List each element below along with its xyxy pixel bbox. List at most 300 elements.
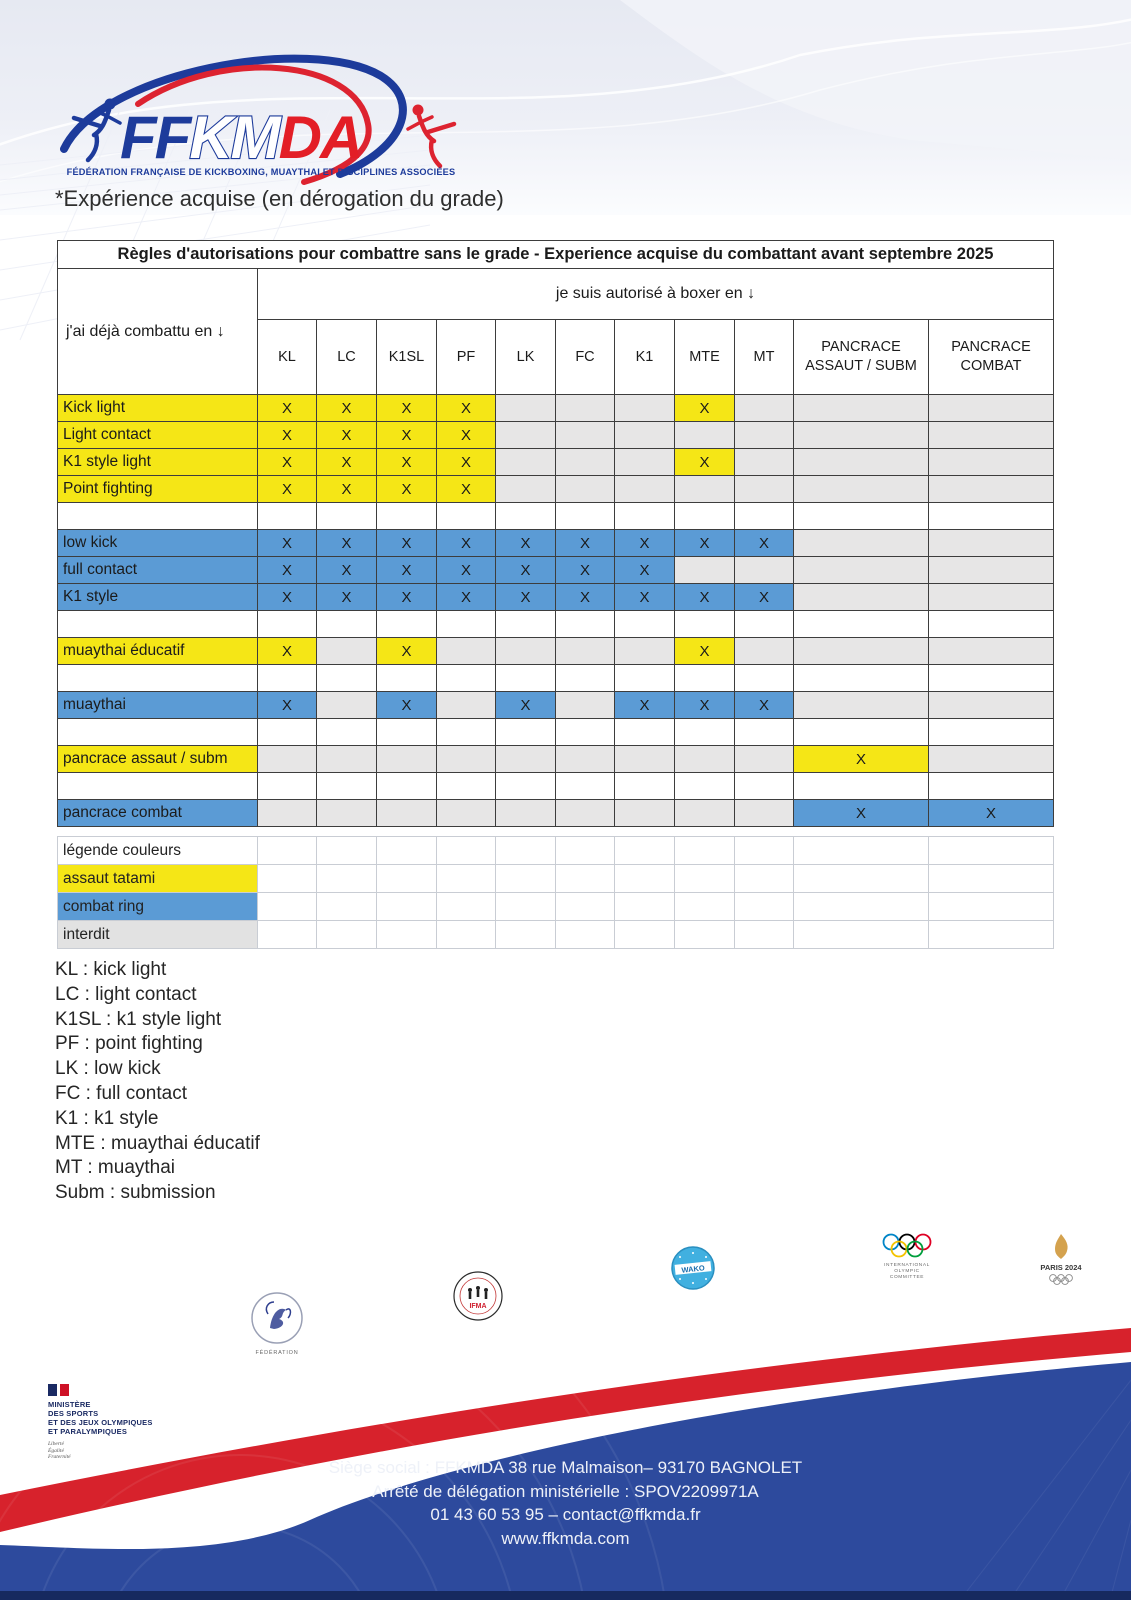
grid-cell [794,692,929,719]
legend-cell [735,837,794,865]
grid-cell: X [437,530,496,557]
grid-cell [317,611,377,638]
abbreviation-line: MT : muaythai [55,1157,176,1179]
grid-cell [556,611,615,638]
authorization-table [57,240,1054,827]
grid-cell [794,530,929,557]
legend-cell [377,865,437,893]
grid-cell: X [794,800,929,827]
row-label [58,773,258,800]
grid-cell [377,719,437,746]
ifma-logo [452,1268,504,1324]
legend-cell [929,893,1054,921]
legend-cell [615,921,675,949]
grid-cell: X [437,395,496,422]
paris-2024-logo [1032,1230,1090,1288]
grid-cell: X [377,476,437,503]
grid-cell: X [317,476,377,503]
row-label: muaythai éducatif [58,638,258,665]
table-row [58,746,1054,773]
legend-row [58,921,1054,949]
grid-cell [794,611,929,638]
legend-cell [794,921,929,949]
grid-cell [735,638,794,665]
column-header: PF [437,320,496,395]
grid-cell [615,503,675,530]
grid-cell [377,746,437,773]
logo-wordmark [120,104,361,171]
legend-cell [377,921,437,949]
table-row [58,557,1054,584]
legend-cell [437,837,496,865]
table-row [58,800,1054,827]
grid-cell: X [556,584,615,611]
footer-line: 01 43 60 53 95 – contact@ffkmda.fr [430,1505,701,1524]
row-label [58,719,258,746]
grid-cell [929,530,1054,557]
grid-cell: X [317,530,377,557]
column-header: K1 [615,320,675,395]
grid-cell [615,665,675,692]
grid-cell: X [615,584,675,611]
grid-cell [556,395,615,422]
grid-cell [615,449,675,476]
grid-cell: X [615,557,675,584]
legend-cell [317,865,377,893]
grid-cell [615,395,675,422]
grid-cell [929,719,1054,746]
table-title-row [58,241,1054,269]
grid-cell [675,773,735,800]
grid-cell: X [496,584,556,611]
grid-cell [929,584,1054,611]
ffkmda-logo [46,44,476,194]
grid-cell [929,476,1054,503]
ministry-line: DES SPORTS [48,1409,99,1418]
table-row [58,773,1054,800]
grid-cell [437,800,496,827]
grid-cell [496,719,556,746]
ioc-line2: OLYMPIC [894,1269,920,1274]
row-label: full contact [58,557,258,584]
navy-bottom-strip [0,1591,1131,1600]
grid-cell [794,773,929,800]
row-label: Kick light [58,395,258,422]
french-flag-icon [48,1384,153,1396]
grid-cell: X [615,530,675,557]
grid-cell [258,611,317,638]
table-row [58,584,1054,611]
table-row [58,611,1054,638]
grid-cell [794,584,929,611]
column-header: KL [258,320,317,395]
derogation-note: *Expérience acquise (en dérogation du grade) [55,186,504,211]
grid-cell [496,773,556,800]
grid-cell: X [258,584,317,611]
grid-cell: X [496,557,556,584]
legend-cell [556,837,615,865]
grid-cell [556,719,615,746]
grid-cell: X [437,422,496,449]
grid-cell [317,800,377,827]
grid-cell [794,449,929,476]
grid-cell [258,665,317,692]
grid-cell [258,746,317,773]
column-header: K1SL [377,320,437,395]
footer-line: www.ffkmda.com [501,1528,630,1548]
grid-cell: X [675,584,735,611]
grid-cell [735,719,794,746]
footer-line: Arrêté de délégation ministérielle : SPOV2209971A [372,1481,759,1501]
grid-cell: X [258,476,317,503]
grid-cell [258,719,317,746]
grid-cell: X [258,692,317,719]
legend-cell [735,893,794,921]
grid-cell: X [317,422,377,449]
legend-cell [735,865,794,893]
grid-cell: X [377,584,437,611]
federation-rooster-logo [246,1288,308,1362]
grid-cell [735,746,794,773]
grid-cell [556,503,615,530]
legend-cell [556,865,615,893]
abbreviation-line: KL : kick light [55,959,167,980]
logo-tagline: FÉDÉRATION FRANÇAISE DE KICKBOXING, MUAYTHAI ET DISCIPLINES ASSOCIÉES [66,167,456,177]
row-axis-label: j'ai déjà combattu en ↓ [58,269,258,395]
legend-row [58,837,1054,865]
legend-cell [929,837,1054,865]
grid-cell: X [615,692,675,719]
row-label: Point fighting [58,476,258,503]
grid-cell [258,773,317,800]
grid-cell: X [675,449,735,476]
abbreviation-line: K1SL : k1 style light [55,1008,222,1030]
grid-cell: X [496,692,556,719]
legend-cell [496,865,556,893]
grid-cell [258,503,317,530]
grid-cell: X [377,638,437,665]
table-title: Règles d'autorisations pour combattre sans le grade - Experience acquise du combattant avant septembre 2025 [58,241,1054,269]
legend-label: légende couleurs [58,837,258,865]
grid-cell [675,665,735,692]
abbreviation-line: FC : full contact [55,1082,187,1104]
grid-cell: X [258,557,317,584]
legend-cell [258,893,317,921]
grid-cell [615,638,675,665]
grid-cell: X [258,638,317,665]
grid-cell: X [556,557,615,584]
grid-cell: X [317,449,377,476]
column-header: FC [556,320,615,395]
legend-cell [794,837,929,865]
grid-cell [675,503,735,530]
grid-cell [556,692,615,719]
grid-cell [794,395,929,422]
grid-cell [615,773,675,800]
grid-cell [929,449,1054,476]
legend-cell [258,837,317,865]
grid-cell [929,557,1054,584]
legend-cell [496,921,556,949]
row-label: K1 style [58,584,258,611]
grid-cell: X [675,692,735,719]
grid-cell [496,395,556,422]
grid-cell: X [377,692,437,719]
column-header: MTE [675,320,735,395]
grid-cell [556,476,615,503]
grid-cell [317,773,377,800]
grid-cell [735,611,794,638]
row-label [58,611,258,638]
legend-cell [735,921,794,949]
row-label: Light contact [58,422,258,449]
grid-cell [675,422,735,449]
table-row [58,719,1054,746]
grid-cell [258,800,317,827]
row-label: muaythai [58,692,258,719]
grid-cell [615,719,675,746]
grid-cell [317,665,377,692]
abbreviation-line: MTE : muaythai éducatif [55,1132,260,1154]
legend-label: combat ring [58,893,258,921]
grid-cell [437,665,496,692]
legend-cell [675,837,735,865]
grid-cell [496,611,556,638]
grid-cell: X [258,449,317,476]
grid-cell [615,476,675,503]
grid-cell [929,422,1054,449]
wako-logo [670,1245,716,1291]
grid-cell [317,638,377,665]
grid-cell [794,503,929,530]
grid-cell [615,746,675,773]
legend-cell [794,893,929,921]
grid-cell [437,773,496,800]
table-row [58,476,1054,503]
grid-cell [377,503,437,530]
grid-cell [735,476,794,503]
legend-cell [675,893,735,921]
grid-cell [437,611,496,638]
grid-cell [556,773,615,800]
grid-cell [437,638,496,665]
legend-cell [377,837,437,865]
legend-label: assaut tatami [58,865,258,893]
grid-cell [735,800,794,827]
legend-cell [929,921,1054,949]
grid-cell [556,746,615,773]
grid-cell [794,665,929,692]
table-row [58,692,1054,719]
abbreviation-line: K1 : k1 style [55,1107,159,1129]
row-label [58,503,258,530]
federation-logo-label: FÉDÉRATION [255,1350,299,1356]
grid-cell: X [437,584,496,611]
legend-row [58,865,1054,893]
legend-label: interdit [58,921,258,949]
grid-cell [556,800,615,827]
grid-cell [615,422,675,449]
grid-cell [556,422,615,449]
grid-cell: X [675,395,735,422]
grid-cell: X [258,422,317,449]
table-row [58,503,1054,530]
grid-cell [929,665,1054,692]
paris-logo-label: PARIS 2024 [1040,1263,1082,1272]
grid-cell [615,611,675,638]
grid-cell: X [377,530,437,557]
ioc-line1: INTERNATIONAL [884,1263,930,1268]
grid-cell [929,395,1054,422]
grid-cell [556,449,615,476]
row-label: pancrace assaut / subm [58,746,258,773]
grid-cell [735,503,794,530]
grid-cell [437,746,496,773]
ministry-motto: Liberté Égalité Fraternité [48,1441,71,1460]
grid-cell [929,773,1054,800]
grid-cell: X [377,395,437,422]
grid-cell [377,665,437,692]
table-header-row [58,269,1054,320]
grid-cell [794,422,929,449]
grid-cell [929,503,1054,530]
table-row [58,665,1054,692]
grid-cell [794,638,929,665]
grid-cell [675,611,735,638]
footer-contact-block [0,1456,1131,1550]
grid-cell: X [377,557,437,584]
legend-cell [437,865,496,893]
grid-cell [437,719,496,746]
row-label: K1 style light [58,449,258,476]
grid-cell [317,746,377,773]
abbreviation-list [55,958,260,1206]
grid-cell [675,800,735,827]
wako-logo-label: WAKO [681,1263,706,1275]
grid-cell: X [735,692,794,719]
grid-cell [929,746,1054,773]
grid-cell [675,476,735,503]
grid-cell [735,557,794,584]
grid-cell [929,611,1054,638]
table-row [58,638,1054,665]
ioc-line3: COMMITTEE [889,1275,925,1280]
grid-cell: X [556,530,615,557]
grid-cell [556,665,615,692]
grid-cell [735,773,794,800]
grid-cell [735,395,794,422]
grid-cell [675,719,735,746]
legend-cell [496,893,556,921]
legend-cell [615,837,675,865]
legend-cell [675,921,735,949]
ministry-line: ET PARALYMPIQUES [48,1427,128,1436]
row-label: low kick [58,530,258,557]
logo-km: KM [189,104,279,171]
row-label [58,665,258,692]
grid-cell [929,638,1054,665]
kicker-icon [408,105,454,167]
grid-cell [496,503,556,530]
grid-cell [377,800,437,827]
grid-cell [794,557,929,584]
grid-cell: X [794,746,929,773]
grid-cell [496,449,556,476]
legend-cell [437,893,496,921]
grid-cell: X [675,530,735,557]
grid-cell: X [437,449,496,476]
abbreviation-line: Subm : submission [55,1182,216,1204]
col-axis-label: je suis autorisé à boxer en ↓ [258,269,1054,320]
grid-cell [794,719,929,746]
abbreviation-line: LK : low kick [55,1058,161,1080]
grid-cell [496,746,556,773]
column-header: PANCRACE ASSAUT / SUBM [794,320,929,395]
grid-cell [794,476,929,503]
grid-cell [496,800,556,827]
legend-cell [258,921,317,949]
column-header: LC [317,320,377,395]
grid-cell: X [675,638,735,665]
grid-cell [496,476,556,503]
table-row [58,395,1054,422]
ministry-logo [48,1384,153,1461]
grid-cell: X [929,800,1054,827]
grid-cell [317,719,377,746]
legend-cell [556,893,615,921]
grid-cell [496,665,556,692]
grid-cell [496,422,556,449]
logo-ff: FF [120,104,190,171]
legend-row [58,893,1054,921]
grid-cell [437,692,496,719]
row-label: pancrace combat [58,800,258,827]
grid-cell: X [735,530,794,557]
table-row [58,530,1054,557]
legend-cell [317,837,377,865]
grid-cell: X [735,584,794,611]
column-header: LK [496,320,556,395]
grid-cell [735,449,794,476]
grid-cell: X [437,557,496,584]
grid-cell [675,746,735,773]
ioc-logo [872,1233,942,1281]
legend-cell [258,865,317,893]
legend-cell [317,921,377,949]
grid-cell: X [317,557,377,584]
ministry-line: MINISTÈRE [48,1400,91,1409]
legend-cell [929,865,1054,893]
abbreviation-line: PF : point fighting [55,1033,203,1055]
grid-cell [735,422,794,449]
grid-cell: X [317,584,377,611]
legend-cell [317,893,377,921]
table-row [58,422,1054,449]
grid-cell: X [377,449,437,476]
legend-cell [556,921,615,949]
grid-cell [675,557,735,584]
logo-da: DA [278,104,362,171]
grid-cell [556,638,615,665]
grid-cell: X [317,395,377,422]
table-row [58,449,1054,476]
abbreviation-line: LC : light contact [55,983,197,1005]
column-header: MT [735,320,794,395]
grid-cell [735,665,794,692]
legend-cell [615,865,675,893]
grid-cell [496,638,556,665]
color-legend-table [57,836,1054,949]
